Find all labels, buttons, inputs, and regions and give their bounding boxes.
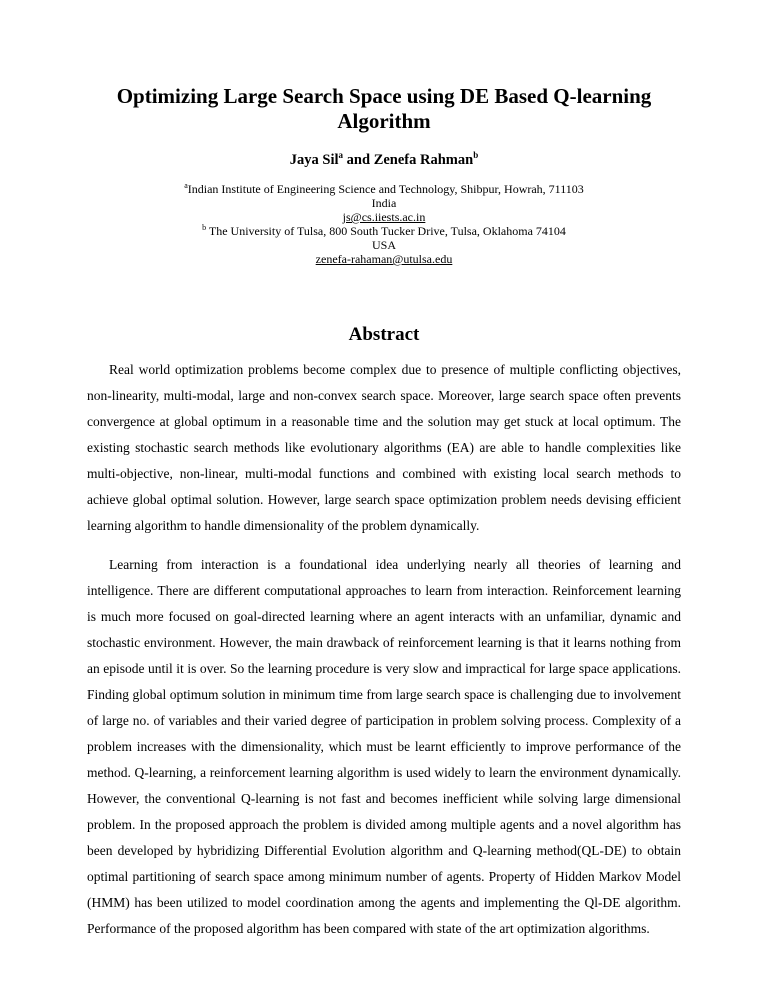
affiliation-b-institution bbox=[0, 224, 768, 238]
paper-title: Optimizing Large Search Space using DE Based Q-learning Algorithm bbox=[116, 84, 652, 133]
email-link-b[interactable]: zenefa-rahaman@utulsa.edu bbox=[315, 252, 453, 266]
affiliation-a-institution bbox=[0, 182, 768, 196]
author-2-name: Zenefa Rahman bbox=[373, 152, 474, 168]
email-link-a[interactable]: js@cs.iiests.ac.in bbox=[342, 210, 426, 224]
affiliation-b-mark: b bbox=[202, 223, 207, 232]
affiliation-a-email-line bbox=[0, 210, 768, 224]
author-connector: and bbox=[343, 152, 374, 168]
abstract-paragraph-1: Real world optimization problems become complex due to presence of multiple conflicting objectives, non-linearity, multi-modal, large and non-convex search space. Moreover, large search space often prevents convergence at global optimum in a reasonable time and the solution may get stuck at local optimum. The existing stochastic search methods like evolutionary algorithms (EA) are able to handle complexities like multi-objective, non-linear, multi-modal functions and combined with existing local search methods to achieve global optimal solution. However, large search space optimization problem needs devising efficient learning algorithm to handle dimensionality of the problem dynamically. bbox=[87, 362, 681, 533]
abstract-paragraph-2: Learning from interaction is a foundational idea underlying nearly all theories of learning and intelligence. There are different computational approaches to learn from interaction. Reinforcement learning is much more focused on goal-directed learning where an agent interacts with an unfamiliar, dynamic and stochastic environment. However, the main drawback of reinforcement learning is that it learns nothing from an episode until it is over. So the learning procedure is very slow and impractical for large space applications. Finding global optimum solution in minimum time from large search space is challenging due to involvement of large no. of variables and their varied degree of participation in problem solving process. Complexity of a problem increases with the dimensionality, which must be learnt efficiently to improve performance of the method. Q-learning, a reinforcement learning algorithm is used widely to learn the environment dynamically. However, the conventional Q-learning is not fast and becomes inefficient while solving large dimensional problem. In the proposed approach the problem is divided among multiple agents and a novel algorithm has been developed by hybridizing Differential Evolution algorithm and Q-learning method(QL-DE) to obtain optimal partitioning of search space among minimum number of agents. Property of Hidden Markov Model (HMM) has been utilized to model coordination among the agents and implementing the Ql-DE algorithm. Performance of the proposed algorithm has been compared with state of the art optimization algorithms. bbox=[87, 557, 681, 936]
affiliation-b-text: The University of Tulsa, 800 South Tucker Drive, Tulsa, Oklahoma 74104 bbox=[206, 224, 566, 238]
affiliation-b-email-line bbox=[0, 252, 768, 266]
author-line bbox=[0, 151, 768, 169]
affiliation-b-country: USA bbox=[371, 238, 396, 252]
author-1-name: Jaya Sil bbox=[289, 152, 339, 168]
author-1-mark: a bbox=[338, 150, 344, 160]
affiliation-a-mark: a bbox=[184, 181, 188, 190]
affiliation-a-text: Indian Institute of Engineering Science and Technology, Shibpur, Howrah, 711103 bbox=[187, 182, 584, 196]
affiliation-a-country: India bbox=[371, 196, 397, 210]
abstract-heading: Abstract bbox=[348, 324, 420, 345]
author-2-mark: b bbox=[473, 150, 479, 160]
